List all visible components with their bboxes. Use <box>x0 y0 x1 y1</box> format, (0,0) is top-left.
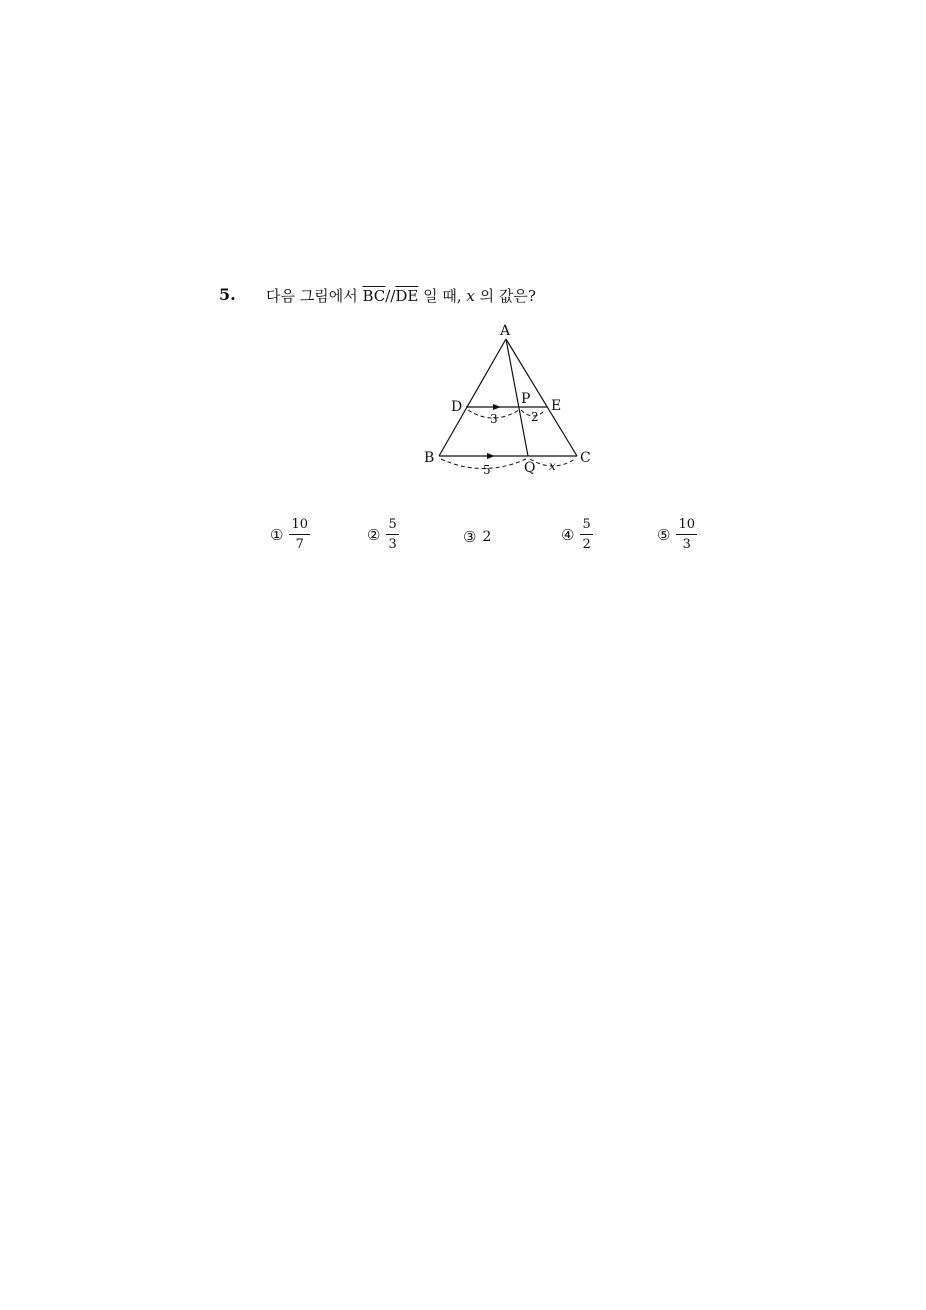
segment-bc: $\overline{BC}$ <box>362 287 386 305</box>
choice-1-marker: ① <box>270 525 284 544</box>
answer-choices <box>0 518 926 562</box>
choice-2-denominator: 3 <box>388 537 397 552</box>
label-e: E <box>551 398 562 414</box>
choice-4[interactable] <box>561 518 593 551</box>
choice-3-marker: ③ <box>463 528 477 546</box>
label-q: Q <box>524 460 536 476</box>
question-text-before: 다음 그림에서 <box>266 287 363 305</box>
variable-x: x <box>466 287 475 305</box>
label-c: C <box>580 450 591 466</box>
parallel-arrow-bc <box>487 453 495 459</box>
choice-3[interactable] <box>463 528 491 546</box>
length-pe: 2 <box>531 410 539 424</box>
question-text-mid: 일 때, <box>418 287 467 305</box>
choice-5[interactable] <box>657 518 697 551</box>
choice-1[interactable] <box>270 518 310 551</box>
choice-2-numerator: 5 <box>386 518 398 535</box>
choice-1-fraction <box>289 518 310 551</box>
choice-5-numerator: 10 <box>676 518 697 535</box>
length-bq: 5 <box>483 463 491 477</box>
choice-1-numerator: 10 <box>289 518 310 535</box>
length-dp: 3 <box>490 412 498 426</box>
label-d: D <box>451 399 463 415</box>
choice-3-value: 2 <box>482 529 492 545</box>
segment-de: $\overline{DE}$ <box>395 287 419 305</box>
choice-1-denominator: 7 <box>295 537 304 552</box>
label-p: P <box>521 391 531 407</box>
choice-5-marker: ⑤ <box>657 525 671 544</box>
length-qc: x <box>549 459 556 473</box>
parallel-arrow-de <box>493 404 501 410</box>
choice-2-fraction <box>386 518 398 551</box>
choice-2-marker: ② <box>367 525 381 544</box>
label-b: B <box>424 450 435 466</box>
choice-4-denominator: 2 <box>582 537 591 552</box>
label-a: A <box>500 323 511 339</box>
choice-4-marker: ④ <box>561 525 575 544</box>
triangle-diagram <box>418 318 598 480</box>
triangle-figure <box>418 318 598 480</box>
question-number: 5. <box>219 285 236 304</box>
choice-5-fraction <box>676 518 697 551</box>
choice-2[interactable] <box>367 518 399 551</box>
choice-4-fraction <box>580 518 592 551</box>
side-ab <box>439 339 506 456</box>
choice-5-denominator: 3 <box>682 537 691 552</box>
question-text-after: 의 값은? <box>474 287 536 305</box>
parallel-symbol: // <box>385 287 396 305</box>
question-text <box>266 285 536 306</box>
choice-4-numerator: 5 <box>580 518 592 535</box>
